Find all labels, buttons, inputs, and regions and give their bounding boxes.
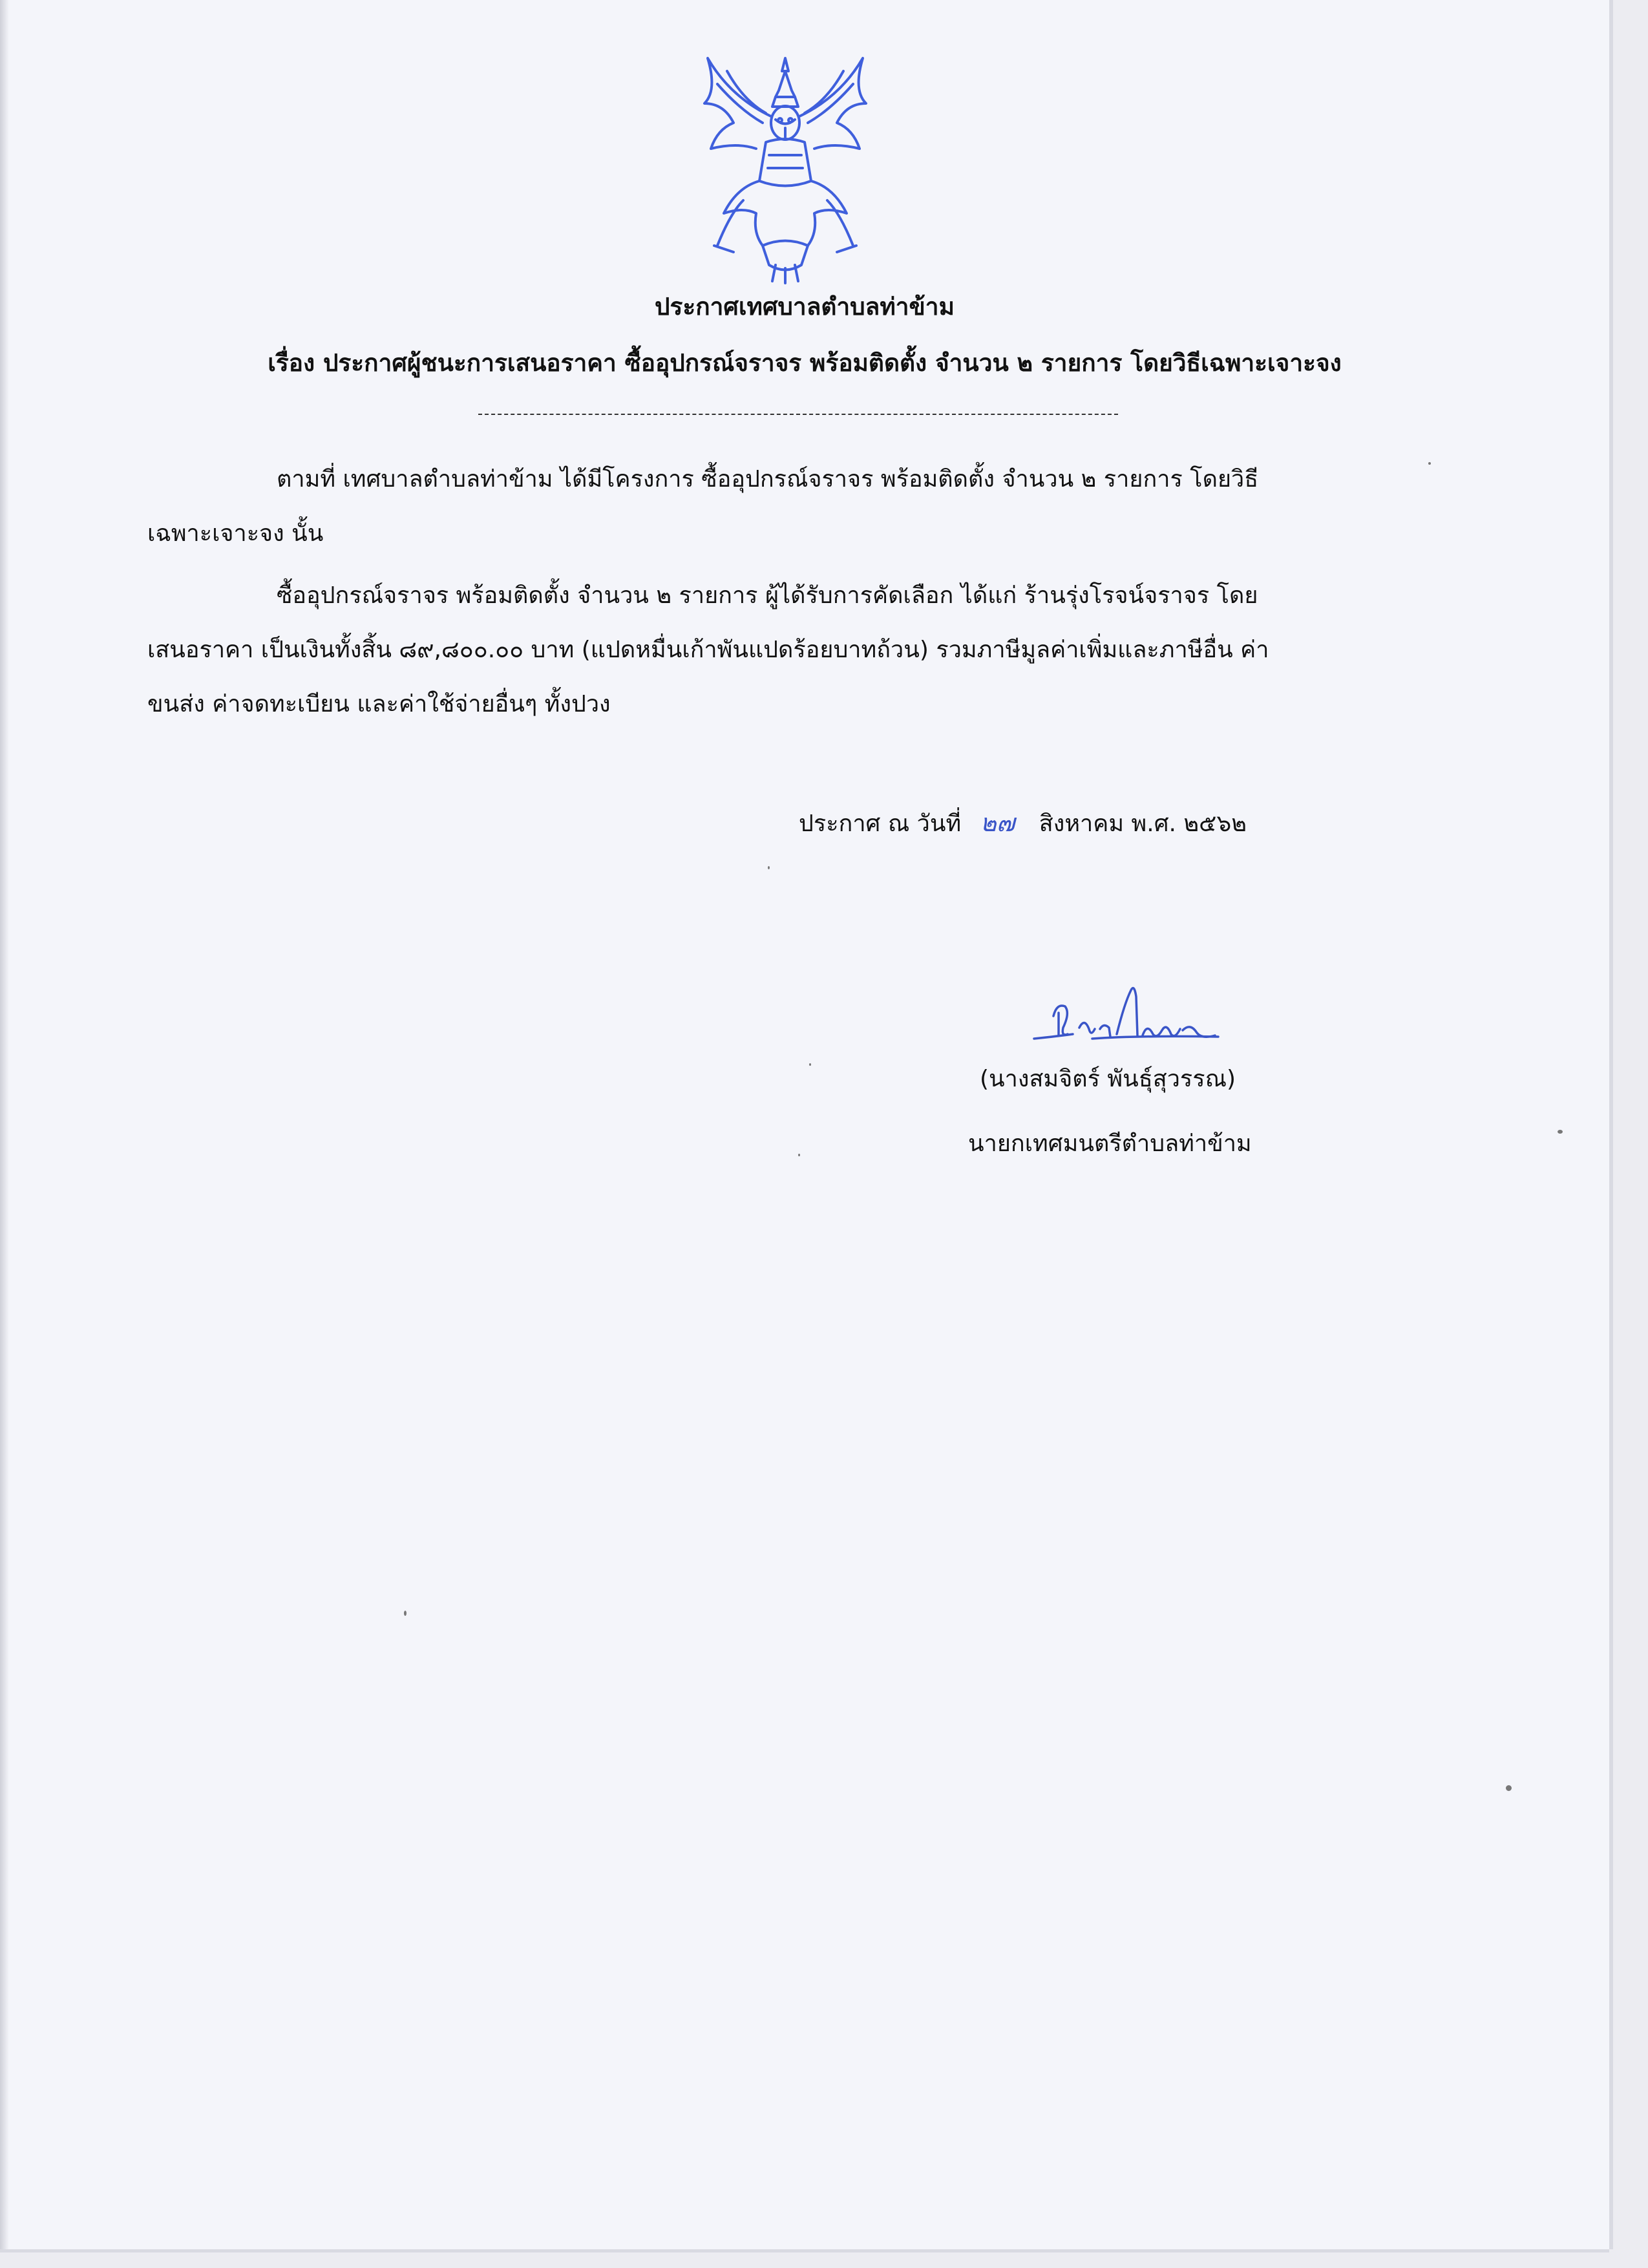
paragraph-project	[147, 452, 1446, 561]
garuda-emblem-icon	[679, 52, 892, 284]
paragraph-line: ซื้ออุปกรณ์จราจร พร้อมติดตั้ง จำนวน ๒ รายการ ผู้ได้รับการคัดเลือก ได้แก่ ร้านรุ่งโรจน์จราจร โดย	[277, 582, 1258, 609]
announcement-title: ประกาศเทศบาลตำบลท่าข้าม	[655, 293, 955, 321]
paragraph-line: ตามที่ เทศบาลตำบลท่าข้าม ได้มีโครงการ ซื้ออุปกรณ์จราจร พร้อมติดตั้ง จำนวน ๒ รายการ โดยวิธี	[277, 466, 1259, 493]
announcement-date	[799, 803, 1247, 842]
scan-speck	[768, 866, 770, 869]
scan-speck	[1428, 462, 1431, 465]
signer-position: นายกเทศมนตรีตำบลท่าข้าม	[968, 1130, 1252, 1157]
paragraph-line: เสนอราคา เป็นเงินทั้งสิ้น ๘๙,๘๐๐.๐๐ บาท (แปดหมื่นเก้าพันแปดร้อยบาทถ้วน) รวมภาษีมูลค่าเพิ่มและภาษีอื่น ค่า	[147, 637, 1269, 663]
scan-shadow	[0, 0, 9, 2249]
date-prefix: ประกาศ ณ วันที่	[799, 811, 962, 837]
scan-speck	[798, 1154, 800, 1156]
header-divider	[478, 414, 1118, 415]
date-day-handwritten: ๒๗	[980, 809, 1015, 837]
signature-mark	[1028, 977, 1228, 1061]
scan-speck	[1506, 1785, 1512, 1791]
scan-speck	[809, 1063, 811, 1066]
scan-speck	[404, 1611, 407, 1616]
announcement-subject: เรื่อง ประกาศผู้ชนะการเสนอราคา ซื้ออุปกรณ์จราจร พร้อมติดตั้ง จำนวน ๒ รายการ โดยวิธีเฉพาะเจาะจง	[268, 349, 1342, 377]
paragraph-winner	[147, 569, 1446, 732]
date-month-year: สิงหาคม พ.ศ. ๒๕๖๒	[1039, 811, 1247, 837]
scan-speck	[1558, 1130, 1563, 1134]
paragraph-line: ขนส่ง ค่าจดทะเบียน และค่าใช้จ่ายอื่นๆ ทั้งปวง	[147, 691, 611, 717]
signer-name: (นางสมจิตร์ พันธุ์สุวรรณ)	[980, 1066, 1236, 1092]
paragraph-line: เฉพาะเจาะจง นั้น	[147, 520, 324, 547]
